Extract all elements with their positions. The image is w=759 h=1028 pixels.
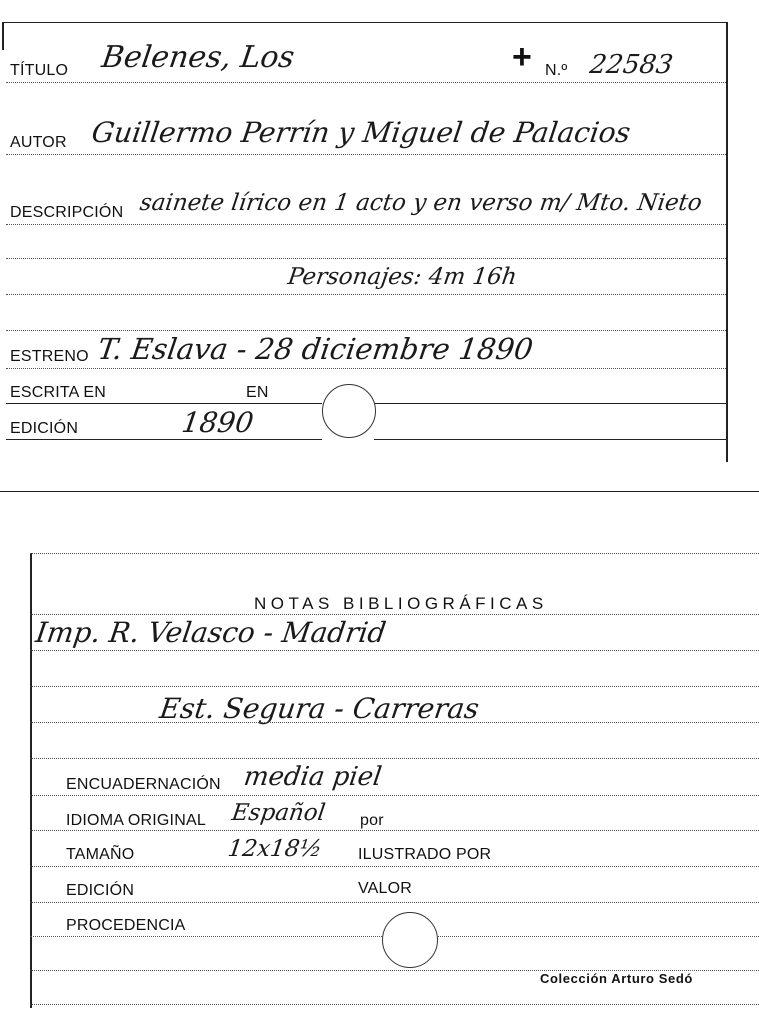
tamano-value: 12x18½ xyxy=(226,836,324,862)
note-line-2: Est. Segura - Carreras xyxy=(157,692,482,725)
edicion-bottom-label: EDICIÓN xyxy=(66,882,135,899)
descripcion-label: DESCRIPCIÓN xyxy=(10,204,124,221)
tamano-label: TAMAÑO xyxy=(66,846,135,863)
valor-label: VALOR xyxy=(358,880,413,897)
autor-label: AUTOR xyxy=(10,134,67,151)
punch-hole xyxy=(322,384,376,438)
punch-hole-bottom xyxy=(382,912,438,968)
numero-label: N.º xyxy=(545,62,568,79)
idioma-original-label: IDIOMA ORIGINAL xyxy=(66,812,206,829)
encuadernacion-value: media piel xyxy=(241,762,384,792)
card-top-bottom-border xyxy=(0,491,759,492)
note-line-1: Imp. R. Velasco - Madrid xyxy=(33,616,389,649)
cross-mark: + xyxy=(512,38,532,76)
descripcion-value-line2: Personajes: 4m 16h xyxy=(286,264,519,290)
numero-value: 22583 xyxy=(587,50,675,80)
ilustrado-por-label: ILUSTRADO POR xyxy=(358,846,492,863)
estreno-value: T. Eslava - 28 diciembre 1890 xyxy=(95,332,536,366)
edicion-label: EDICIÓN xyxy=(10,420,79,437)
card-top-right-edge xyxy=(726,22,728,462)
encuadernacion-label: ENCUADERNACIÓN xyxy=(66,776,221,793)
titulo-label: TÍTULO xyxy=(10,62,69,79)
escrita-en-label: ESCRITA EN xyxy=(10,384,106,401)
idioma-original-value: Español xyxy=(230,800,327,826)
autor-value: Guillermo Perrín y Miguel de Palacios xyxy=(89,116,633,149)
titulo-value: Belenes, Los xyxy=(99,40,297,75)
descripcion-value: sainete lírico en 1 acto y en verso m/ Mto. Nieto xyxy=(138,190,704,216)
coleccion-credit: Colección Arturo Sedó xyxy=(540,971,693,986)
en-label: EN xyxy=(246,384,269,401)
card-top-edge xyxy=(2,22,4,50)
procedencia-label: PROCEDENCIA xyxy=(66,917,186,934)
estreno-label: ESTRENO xyxy=(10,348,89,365)
por-label: por xyxy=(360,812,384,829)
edicion-value: 1890 xyxy=(179,406,256,439)
notas-heading: NOTAS BIBLIOGRÁFICAS xyxy=(254,594,548,613)
card-top-border xyxy=(4,22,726,23)
card-bottom-left-edge xyxy=(30,553,32,1008)
